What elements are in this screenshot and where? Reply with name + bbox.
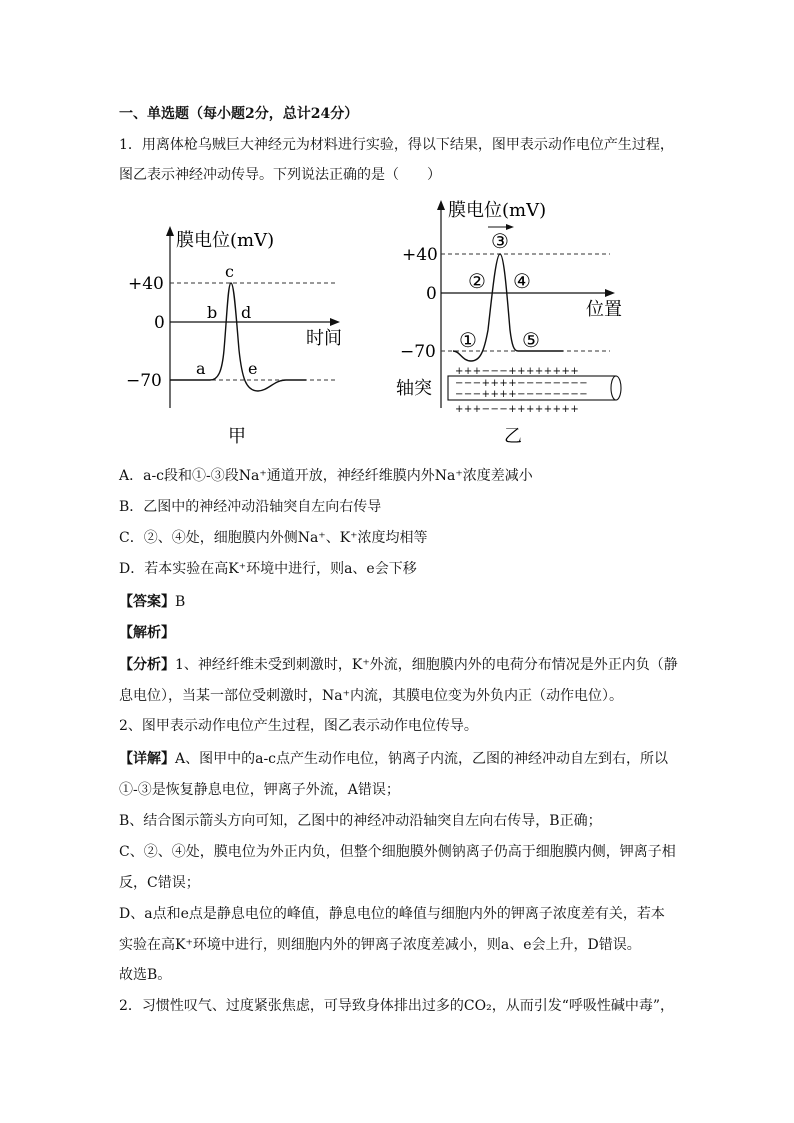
yi-point-3: ③ (491, 229, 509, 253)
yi-point-5: ⑤ (522, 328, 540, 352)
q1-option-c: C．②、④处，细胞膜内外侧Na⁺、K⁺浓度均相等 (119, 530, 428, 546)
q1-xiangjie-line3: B、结合图示箭头方向可知，乙图中的神经冲动沿轴突自左向右传导，B正确； (119, 813, 602, 829)
jia-point-d: d (241, 303, 252, 322)
yi-y-axis-label: 膜电位(mV) (448, 200, 547, 221)
q1-xiangjie-line5: 反，C错误； (119, 875, 200, 891)
jia-point-b: b (207, 303, 218, 322)
yi-point-1: ① (459, 328, 477, 352)
fenxi-tag: 【分析】 (119, 657, 175, 673)
yi-tick-minus70: −70 (400, 342, 436, 362)
yi-point-2: ② (468, 269, 486, 293)
answer-value: B (175, 594, 186, 610)
q1-analysis-tag: 【解析】 (119, 625, 175, 641)
q1-xiangjie-line7: 实验在高K⁺环境中进行，则细胞内外的钾离子浓度差减小，则a、e会上升，D错误。 (119, 937, 641, 953)
q1-figure (118, 190, 638, 450)
yi-axon-inner-bottom: −−−++++−−−−−−−− (455, 389, 589, 400)
q1-fenxi-line3: 2、图甲表示动作电位产生过程，图乙表示动作电位传导。 (119, 718, 478, 734)
section-heading: 一、单选题（每小题2分，总计24分） (119, 106, 359, 122)
answer-tag: 【答案】 (119, 594, 175, 610)
q1-xiangjie-line1: 【详解】A、图甲中的a-c点产生动作电位，钠离子内流，乙图的神经冲动自左到右，所以 (119, 751, 669, 767)
q1-fenxi-line2: 息电位），当某一部位受刺激时，Na⁺内流，其膜电位变为外负内正（动作电位）。 (119, 688, 623, 704)
q1-stem-line1: 1．用离体枪乌贼巨大神经元为材料进行实验，得以下结果，图甲表示动作电位产生过程， (119, 137, 674, 153)
jia-x-axis-label: 时间 (306, 328, 342, 349)
q1-option-d: D．若本实验在高K⁺环境中进行，则a、e会下移 (119, 561, 417, 577)
q1-xiangjie-line6: D、a点和e点是静息电位的峰值，静息电位的峰值与细胞内外的钾离子浓度差有关，若本 (119, 906, 665, 922)
jia-tick-plus40: +40 (128, 274, 164, 294)
q1-stem-line2: 图乙表示神经冲动传导。下列说法正确的是（ ） (119, 167, 441, 183)
jia-point-e: e (248, 359, 258, 378)
jia-y-axis-label: 膜电位(mV) (176, 230, 275, 251)
jia-point-c: c (225, 262, 234, 281)
yi-tick-plus40: +40 (402, 245, 438, 265)
yi-point-4: ④ (513, 269, 531, 293)
q1-fenxi-line1: 【分析】1、神经纤维未受到刺激时，K⁺外流，细胞膜内外的电荷分布情况是外正内负（静 (119, 657, 678, 673)
q1-option-b: B．乙图中的神经冲动沿轴突自左向右传导 (119, 499, 382, 515)
yi-axon-inner-top: −−−++++−−−−−−−− (455, 378, 589, 389)
q1-option-a: A．a-c段和①-③段Na⁺通道开放，神经纤维膜内外Na⁺浓度差减小 (119, 468, 533, 484)
q1-answer (119, 592, 185, 612)
yi-tick-0: 0 (426, 284, 437, 304)
yi-axon-outer-bottom: +++−−−++++++++ (455, 404, 580, 415)
figure-yi (396, 200, 622, 447)
xiangjie-tag: 【详解】 (119, 751, 175, 767)
yi-axon-label: 轴突 (396, 378, 432, 399)
membrane-potential-diagrams (118, 190, 638, 450)
yi-axon-outer-top: +++−−−++++++++ (455, 366, 580, 377)
jia-tick-0: 0 (154, 313, 165, 333)
jia-caption: 甲 (228, 426, 246, 447)
q1-xiangjie-line2: ①-③是恢复静息电位，钾离子外流，A错误； (119, 782, 400, 798)
q1-conclusion: 故选B。 (119, 967, 172, 983)
figure-jia (126, 226, 342, 447)
q2-stem-line1: 2．习惯性叹气、过度紧张焦虑，可导致身体排出过多的CO₂，从而引发“呼吸性碱中毒”， (119, 998, 675, 1014)
jia-tick-minus70: −70 (126, 371, 162, 391)
yi-caption: 乙 (504, 426, 522, 447)
q1-xiangjie-line4: C、②、④处，膜电位为外正内负，但整个细胞膜外侧钠离子仍高于细胞膜内侧，钾离子相 (119, 844, 676, 860)
yi-x-axis-label: 位置 (586, 299, 622, 320)
jia-point-a: a (196, 359, 206, 378)
